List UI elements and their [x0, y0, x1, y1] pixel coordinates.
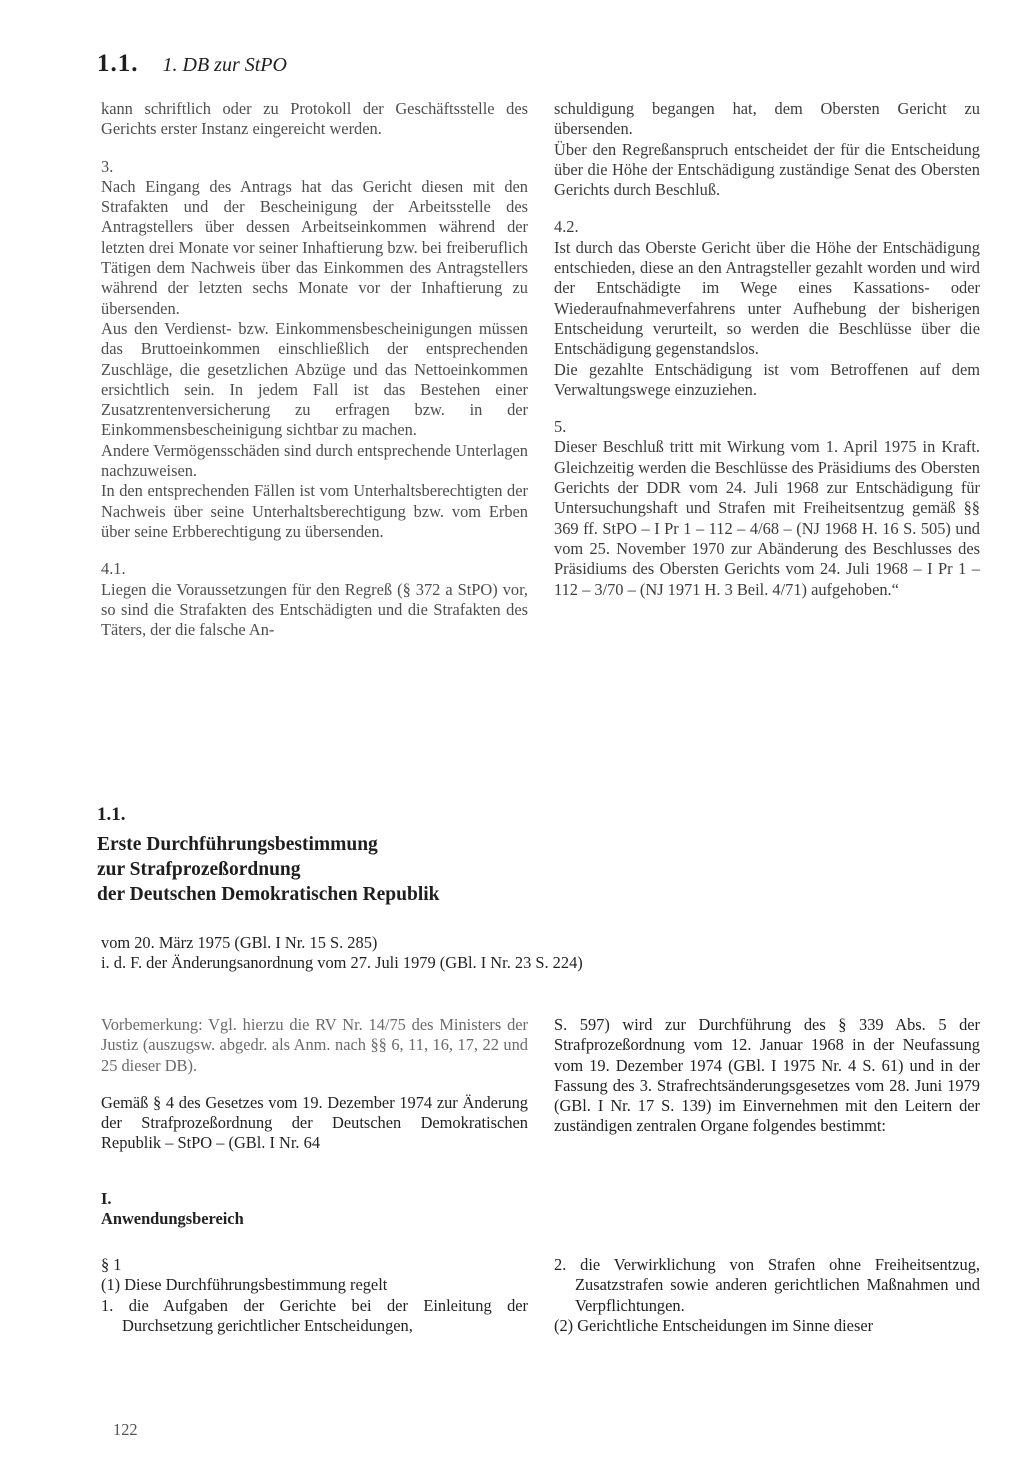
- paragraph: Aus den Verdienst- bzw. Einkommensbescheinigungen müssen das Bruttoeinkommen einschließlich der entsprechenden Zuschläge, die gesetzlichen Abzüge und das Nettoeinkommen ersichtlich sein. In jedem Fall ist das Bestehen einer Zusatzrentenversicherung zu erfragen bzw. in der Einkommensbescheinigung sichtbar zu machen.: [101, 318, 528, 440]
- paragraph: Ist durch das Oberste Gericht über die Höhe der Entschädigung entschieden, diese an den Antragsteller gezahlt worden und wird der Entschädigte im Wege eines Kassations- oder Wiederaufnahmeverfahrens unter Aufhebung der bisherigen Entscheidung verurteilt, so werden die Beschlüsse über die Entschädigung gegenstandslos.: [554, 237, 980, 359]
- paragraph: Liegen die Voraussetzungen für den Regreß (§ 372 a StPO) vor, so sind die Strafakten des Entschädigten und die Strafakten des Täters, der die falsche An-: [101, 579, 528, 640]
- page-number: 122: [113, 1420, 138, 1439]
- reference-line-1: vom 20. März 1975 (GBl. I Nr. 15 S. 285): [101, 933, 378, 952]
- paragraph: Dieser Beschluß tritt mit Wirkung vom 1. April 1975 in Kraft. Gleichzeitig werden die Beschlüsse des Präsidiums des Obersten Gerichts der DDR vom 24. Juli 1968 zur Entschädigung für Untersuchungshaft und Strafen mit Freiheitsentzug gemäß §§ 369 ff. StPO – I Pr 1 – 112 – 4/68 – (NJ 1968 H. 16 S. 505) und vom 25. November 1970 zur Abänderung des Beschlusses des Präsidiums des Obersten Gerichts vom 24. Juli 1968 – I Pr 1 – 112 – 3/70 – (NJ 1971 H. 3 Beil. 4/71) aufgehoben.“: [554, 437, 980, 599]
- paragraph: schuldigung begangen hat, dem Obersten Gericht zu übersenden.: [554, 99, 980, 139]
- column-mid-left: [101, 1015, 528, 1154]
- running-head-number: 1.1.: [97, 50, 139, 77]
- section-title-line-1: Erste Durchführungsbestimmung: [97, 834, 378, 855]
- column-top-left: [101, 99, 528, 640]
- part-heading: [101, 1189, 528, 1230]
- paragraph: Nach Eingang des Antrags hat das Gericht diesen mit den Strafakten und der Bescheinigung der Arbeitsstelle des Antragstellers über dessen Arbeitseinkommen während der letzten drei Monate vor seiner Inhaftierung bzw. bei freiberuflich Tätigen dem Nachweis über das Einkommen des Antragstellers während der letzten sechs Monate vor der Inhaftierung zu übersenden.: [101, 176, 528, 318]
- paragraph: Die gezahlte Entschädigung ist vom Betroffenen auf dem Verwaltungswege einzuziehen.: [554, 359, 980, 399]
- column-top-right: [554, 99, 980, 600]
- section-number-4-2: 4.2.: [554, 217, 579, 237]
- section-number: 1.1.: [97, 804, 126, 825]
- paragraph: Über den Regreßanspruch entscheidet der für die Entscheidung über die Höhe der Entschädigung zuständige Senat des Obersten Gerichts durch Beschluß.: [554, 139, 980, 200]
- paragraph: Andere Vermögensschäden sind durch entsprechende Unterlagen nachzuweisen.: [101, 440, 528, 481]
- running-head-title: 1. DB zur StPO: [162, 54, 287, 76]
- part-number: I.: [101, 1189, 112, 1208]
- preliminary-remark: Vorbemerkung: Vgl. hierzu die RV Nr. 14/75 des Ministers der Justiz (auszugsw. abgedr. als Anm. nach §§ 6, 11, 16, 17, 22 und 25 dieser DB).: [101, 1015, 528, 1075]
- section-number-4-1: 4.1.: [101, 559, 126, 579]
- section-number-3: 3.: [101, 156, 114, 176]
- paragraph-sign: § 1: [101, 1255, 122, 1274]
- list-item-1: 1. die Aufgaben der Gerichte bei der Einleitung der Durchsetzung gerichtlicher Entscheidungen,: [101, 1295, 528, 1335]
- subsection-1: (1) Diese Durchführungsbestimmung regelt: [101, 1275, 388, 1295]
- preamble-paragraph: Gemäß § 4 des Gesetzes vom 19. Dezember 1974 zur Änderung der Strafprozeßordnung der Deutschen Demokratischen Republik – StPO – (GBl. I Nr. 64: [101, 1092, 528, 1153]
- column-bottom-right: [554, 1255, 980, 1336]
- paragraph: In den entsprechenden Fällen ist vom Unterhaltsberechtigten der Nachweis über seine Unterhaltsberechtigung bzw. vom Erben über seine Erbberechtigung zu übersenden.: [101, 481, 528, 541]
- part-title: Anwendungsbereich: [101, 1209, 244, 1229]
- publication-reference: [101, 933, 981, 974]
- column-bottom-left: [101, 1255, 528, 1336]
- section-heading: [97, 804, 597, 907]
- paragraph: kann schriftlich oder zu Protokoll der Geschäftsstelle des Gerichts erster Instanz eingereicht werden.: [101, 99, 528, 139]
- reference-line-2: i. d. F. der Änderungsanordnung vom 27. Juli 1979 (GBl. I Nr. 23 S. 224): [101, 953, 583, 973]
- section-number-5: 5.: [554, 417, 567, 437]
- list-item-2: 2. die Verwirklichung von Strafen ohne Freiheitsentzug, Zusatzstrafen sowie anderen gerichtlichen Maßnahmen und Verpflichtungen.: [554, 1255, 980, 1315]
- subsection-2: (2) Gerichtliche Entscheidungen im Sinne dieser: [554, 1315, 874, 1335]
- running-head: [97, 50, 287, 78]
- section-title-line-3: der Deutschen Demokratischen Republik: [97, 884, 440, 905]
- preamble-continuation: S. 597) wird zur Durchführung des § 339 Abs. 5 der Strafprozeßordnung vom 12. Januar 1968 in der Neufassung vom 19. Dezember 1974 (GBl. I 1975 Nr. 4 S. 61) und in der Fassung des 3. Strafrechtsänderungsgesetzes vom 28. Juni 1979 (GBl. I Nr. 17 S. 139) im Einvernehmen mit den Leitern der zuständigen zentralen Organe folgendes bestimmt:: [554, 1015, 980, 1136]
- section-title-line-2: zur Strafprozeßordnung: [97, 859, 301, 880]
- column-mid-right: [554, 1015, 980, 1137]
